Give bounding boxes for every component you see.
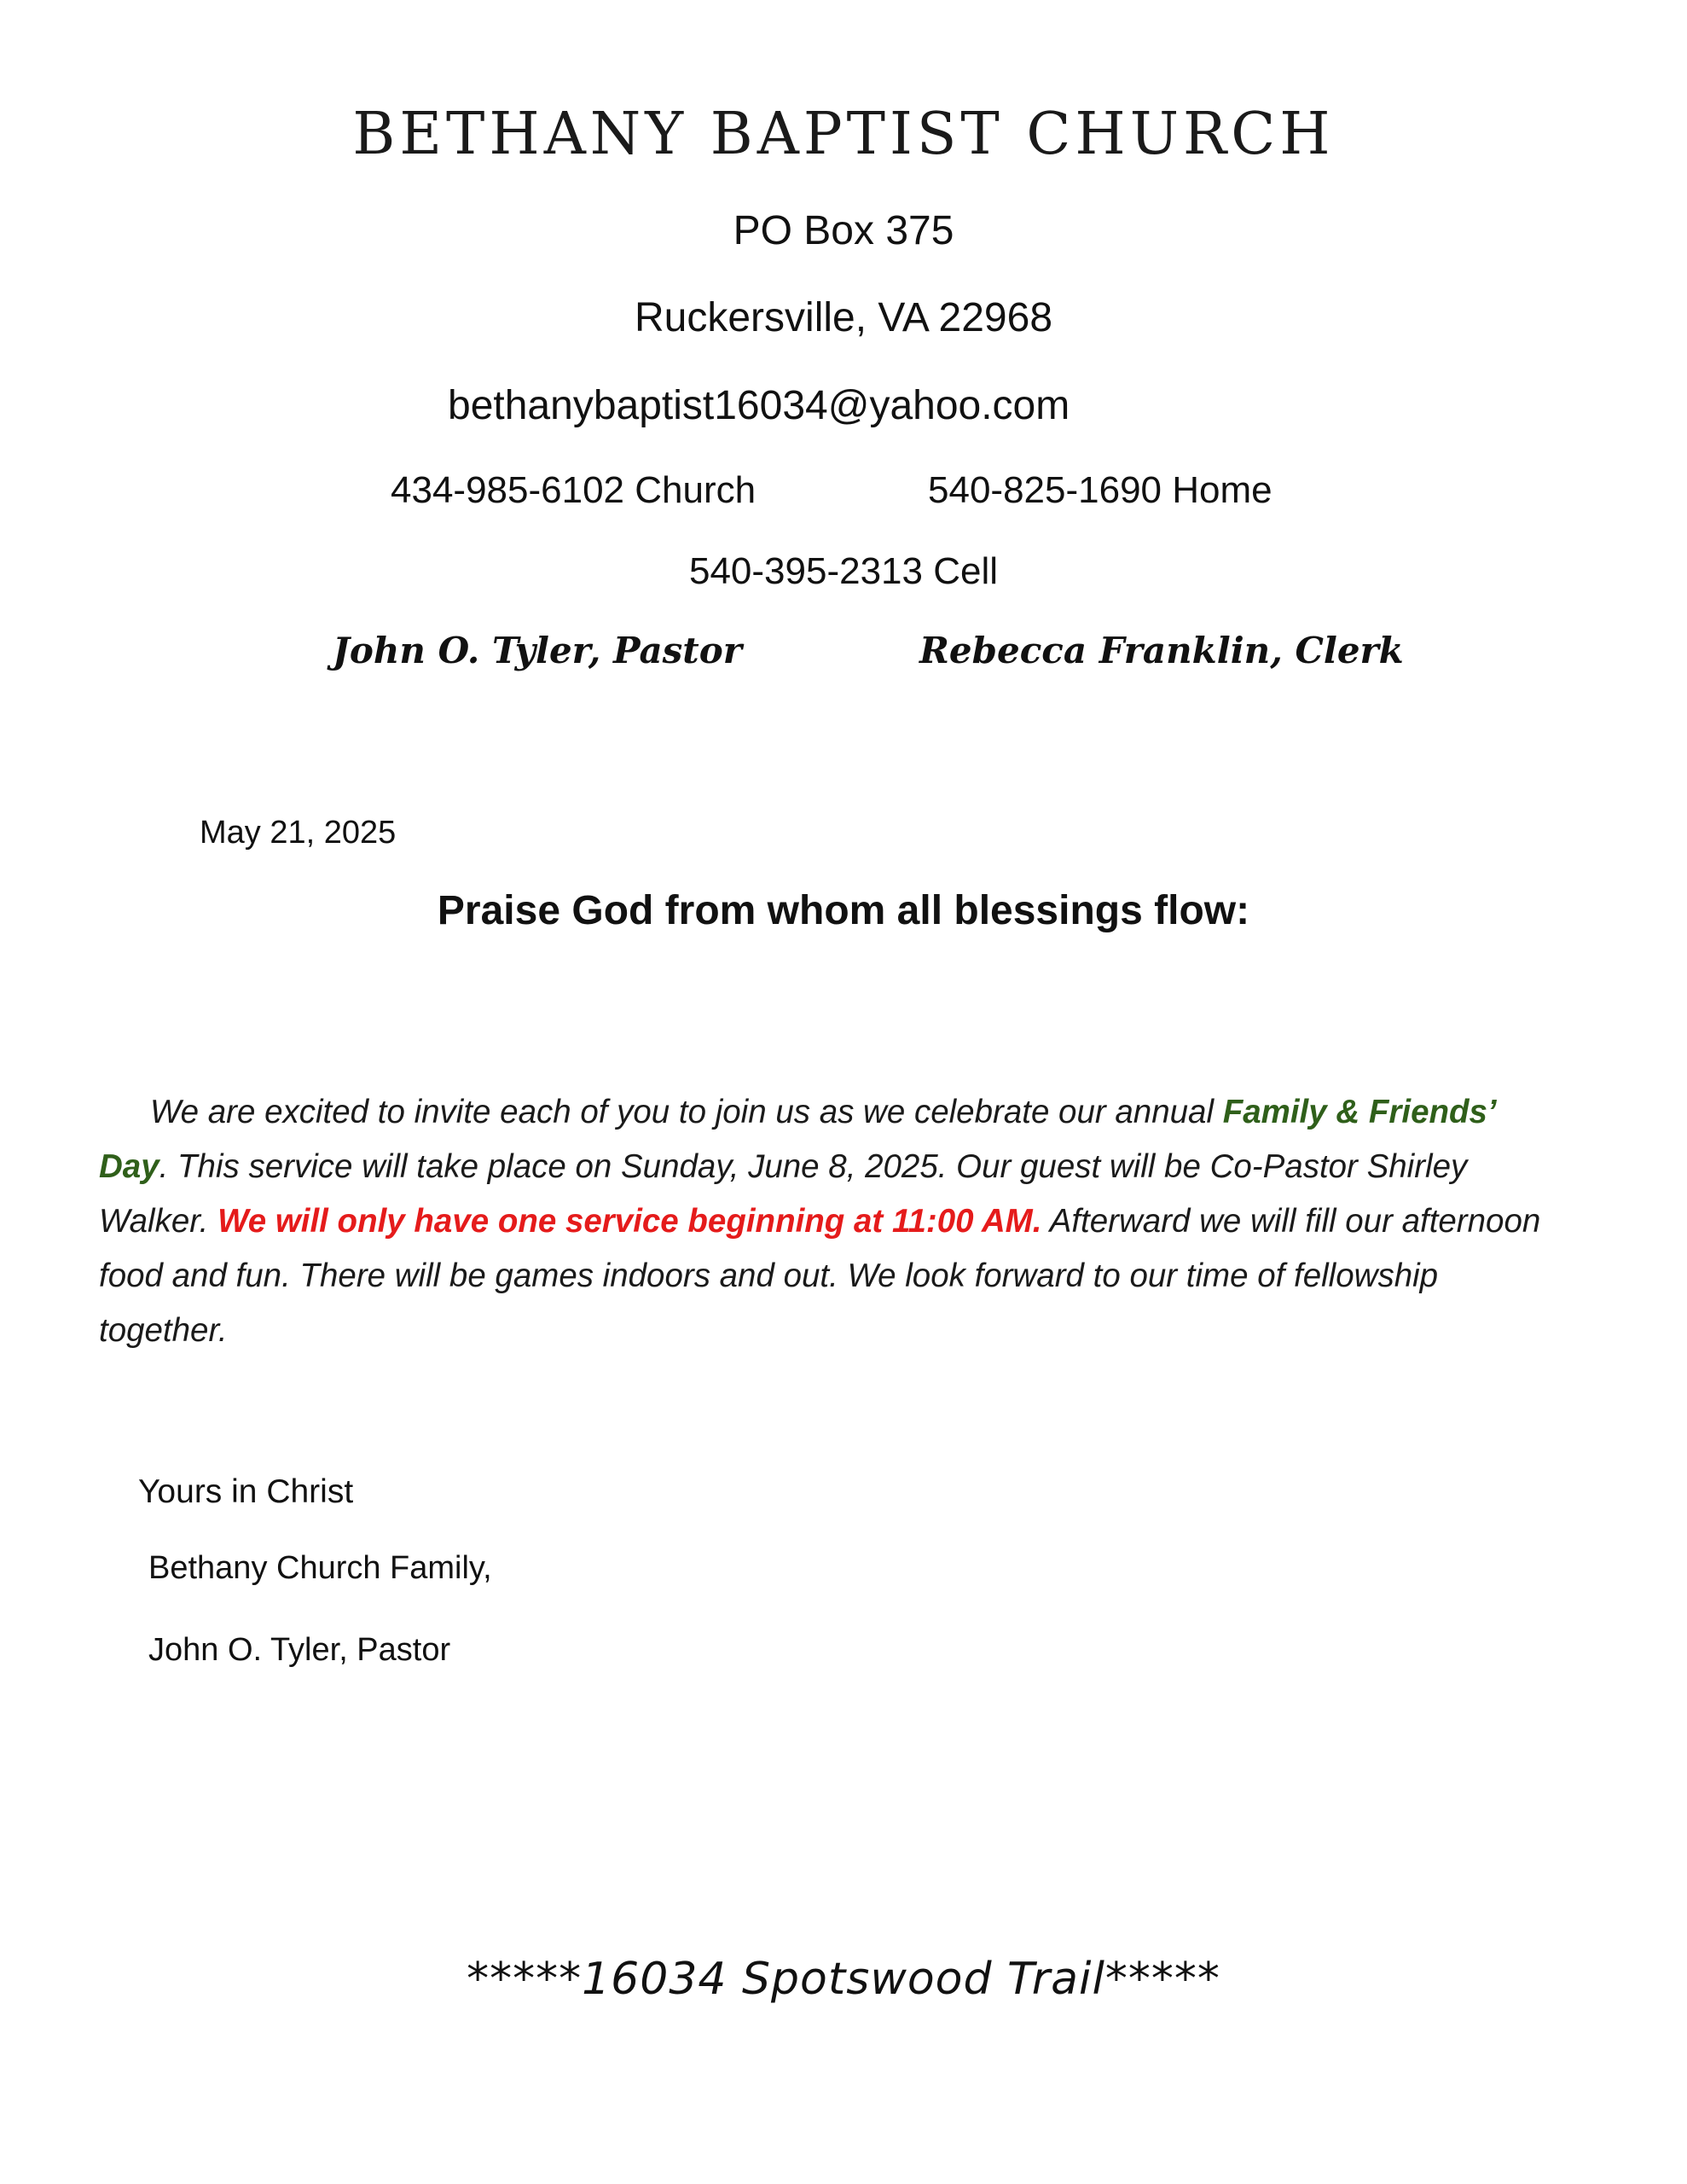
email-address: bethanybaptist16034@yahoo.com <box>448 383 1070 428</box>
letter-date: May 21, 2025 <box>200 815 397 851</box>
phone-church: 434-985-6102 Church <box>391 469 757 511</box>
signature-line-1: Bethany Church Family, <box>148 1550 492 1586</box>
salutation: Praise God from whom all blessings flow: <box>437 888 1250 933</box>
clerk-name: Rebecca Franklin, Clerk <box>919 630 1404 671</box>
phone-home: 540-825-1690 Home <box>928 469 1272 511</box>
body-text-part1: We are excited to invite each of you to join us as we celebrate our annual <box>150 1094 1223 1130</box>
phone-cell: 540-395-2313 Cell <box>688 550 999 592</box>
body-text-part3: Afterward we will fill our afternoon food and fun. There will be games indoors and out. We look forward to our time of fellowship together. <box>99 1203 1541 1349</box>
signature-line-2: John O. Tyler, Pastor <box>148 1632 451 1668</box>
church-name: BETHANY BAPTIST CHURCH <box>352 101 1335 168</box>
letter-body <box>99 1085 1566 1358</box>
city-state-zip: Ruckersville, VA 22968 <box>634 295 1053 340</box>
closing: Yours in Christ <box>138 1473 354 1510</box>
service-notice: We will only have one service beginning at 11:00 AM. <box>217 1203 1042 1240</box>
body-text-part2: . This service will take place on Sunday, June 8, 2025. Our guest will be Co-Pastor Shirley Walker. <box>99 1148 1468 1240</box>
po-box: PO Box 375 <box>733 208 954 253</box>
footer-address: *****16034 Spotswood Trail***** <box>467 1954 1220 2005</box>
event-name: Family & Friends’ Day <box>99 1094 1496 1185</box>
pastor-name: John O. Tyler, Pastor <box>333 630 742 671</box>
